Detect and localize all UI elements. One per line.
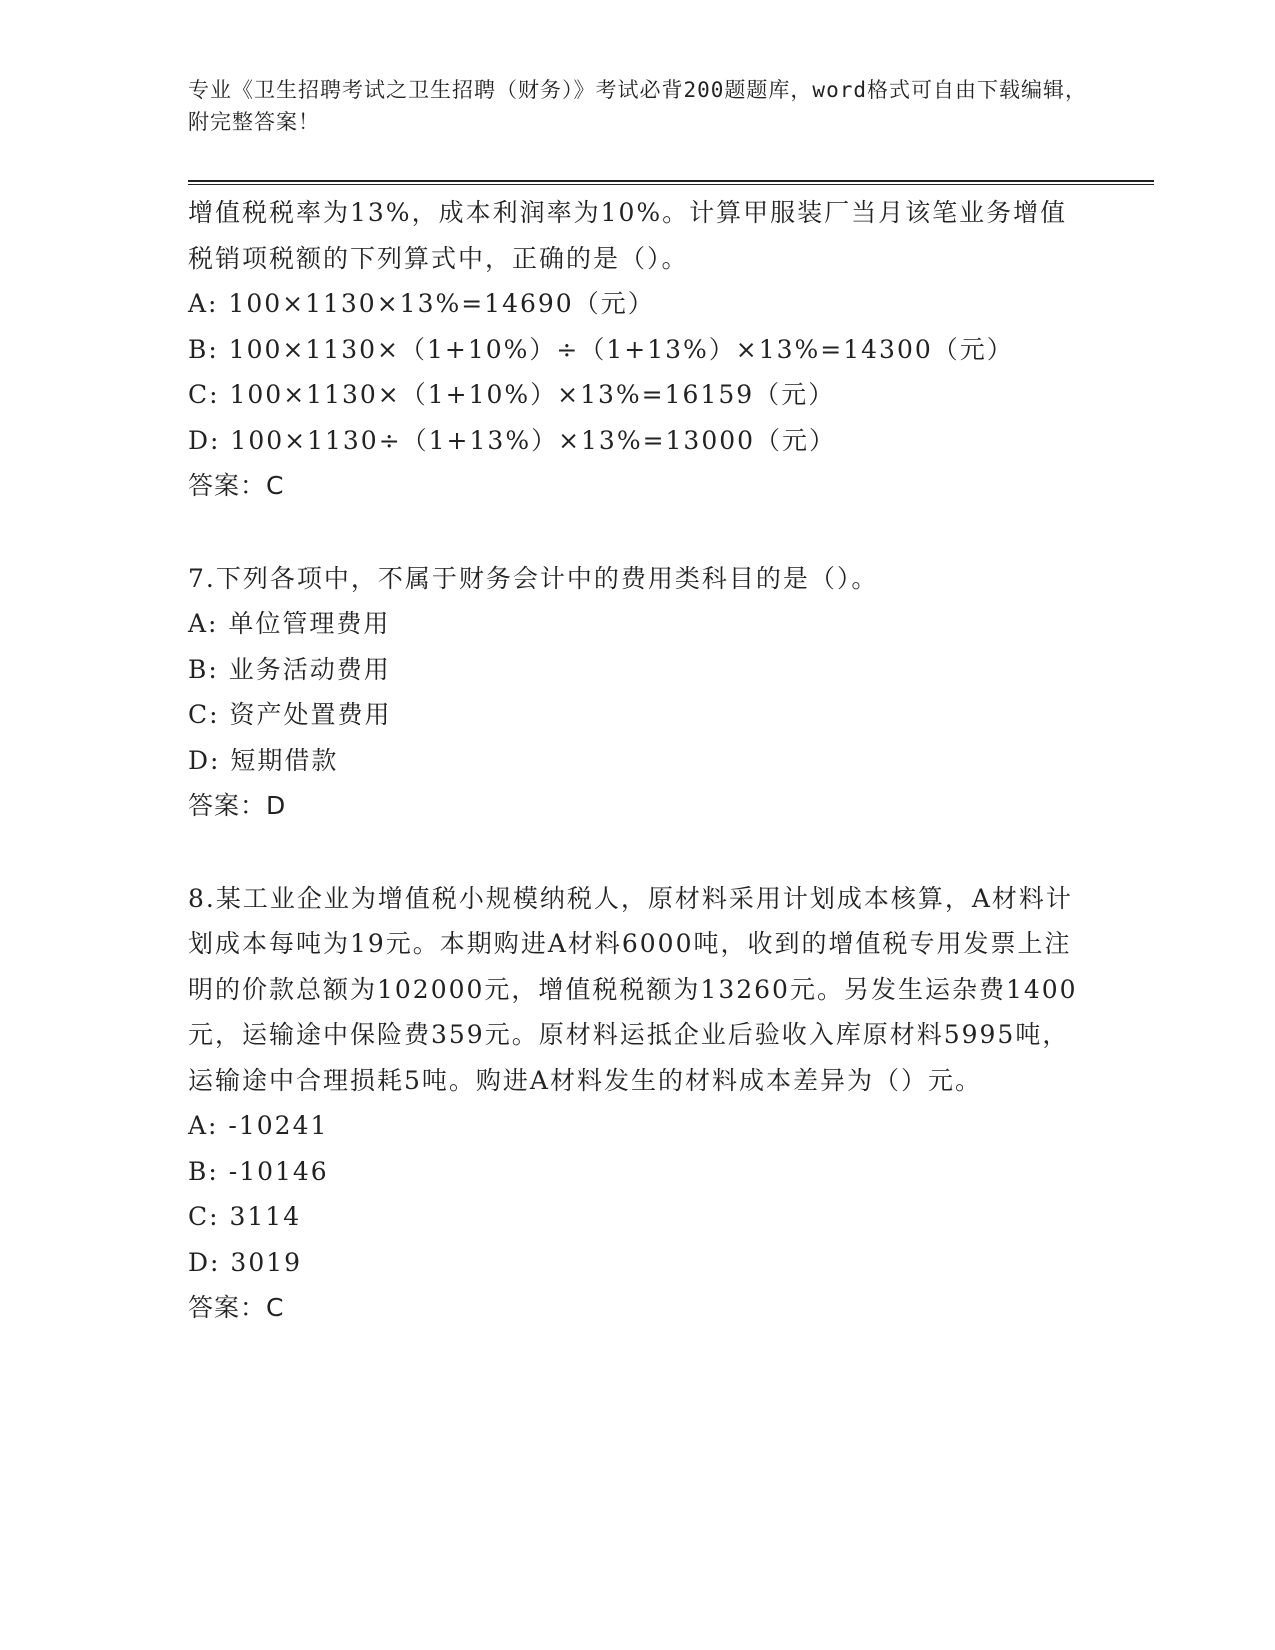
question-7-option-b: B: 业务活动费用 bbox=[188, 654, 391, 684]
question-content bbox=[188, 190, 1088, 1331]
question-7-option-a: A: 单位管理费用 bbox=[188, 609, 391, 638]
question-8 bbox=[188, 876, 1088, 1331]
question-8-option-c: C: 3114 bbox=[188, 1202, 302, 1231]
question-6 bbox=[188, 190, 1088, 509]
question-7-answer: 答案：D bbox=[188, 791, 287, 820]
question-7 bbox=[188, 556, 1088, 829]
question-7-option-d: D: 短期借款 bbox=[188, 745, 339, 775]
question-8-option-b: B: -10146 bbox=[188, 1156, 329, 1186]
header-rule-top bbox=[188, 180, 1154, 182]
question-6-option-d: D: 100×1130÷（1+13%）×13%=13000（元） bbox=[188, 425, 837, 455]
question-7-option-c: C: 资产处置费用 bbox=[188, 700, 392, 729]
question-6-option-c: C: 100×1130×（1+10%）×13%=16159（元） bbox=[188, 380, 836, 409]
question-6-option-b: B: 100×1130×（1+10%）÷（1+13%）×13%=14300（元） bbox=[188, 334, 1014, 364]
spacer bbox=[188, 509, 1088, 556]
question-8-stem: 8.某工业企业为增值税小规模纳税人，原材料采用计划成本核算，A材料计划成本每吨为19元。本期购进A材料6000吨，收到的增值税专用发票上注明的价款总额为102000元，增值税税额为13260元。另发生运杂费1400元，运输途中保险费359元。原材料运抵企业后验收入库原材料5995吨，运输途中合理损耗5吨。购进A材料发生的材料成本差异为（）元。 bbox=[188, 883, 1078, 1095]
spacer bbox=[188, 829, 1088, 876]
question-8-option-d: D: 3019 bbox=[188, 1247, 303, 1277]
question-7-stem: 7.下列各项中，不属于财务会计中的费用类科目的是（）。 bbox=[188, 563, 879, 593]
question-8-option-a: A: -10241 bbox=[188, 1111, 329, 1140]
document-header: 专业《卫生招聘考试之卫生招聘（财务）》考试必背200题题库，word格式可自由下载编辑，附完整答案！ bbox=[188, 78, 1087, 134]
question-8-answer: 答案：C bbox=[188, 1293, 285, 1322]
question-6-answer: 答案：C bbox=[188, 471, 285, 500]
header-rule-bottom bbox=[188, 184, 1154, 185]
question-6-stem: 增值税税率为13%，成本利润率为10%。计算甲服装厂当月该笔业务增值税销项税额的下列算式中，正确的是（）。 bbox=[188, 198, 1068, 273]
question-6-option-a: A: 100×1130×13%=14690（元） bbox=[188, 289, 655, 318]
